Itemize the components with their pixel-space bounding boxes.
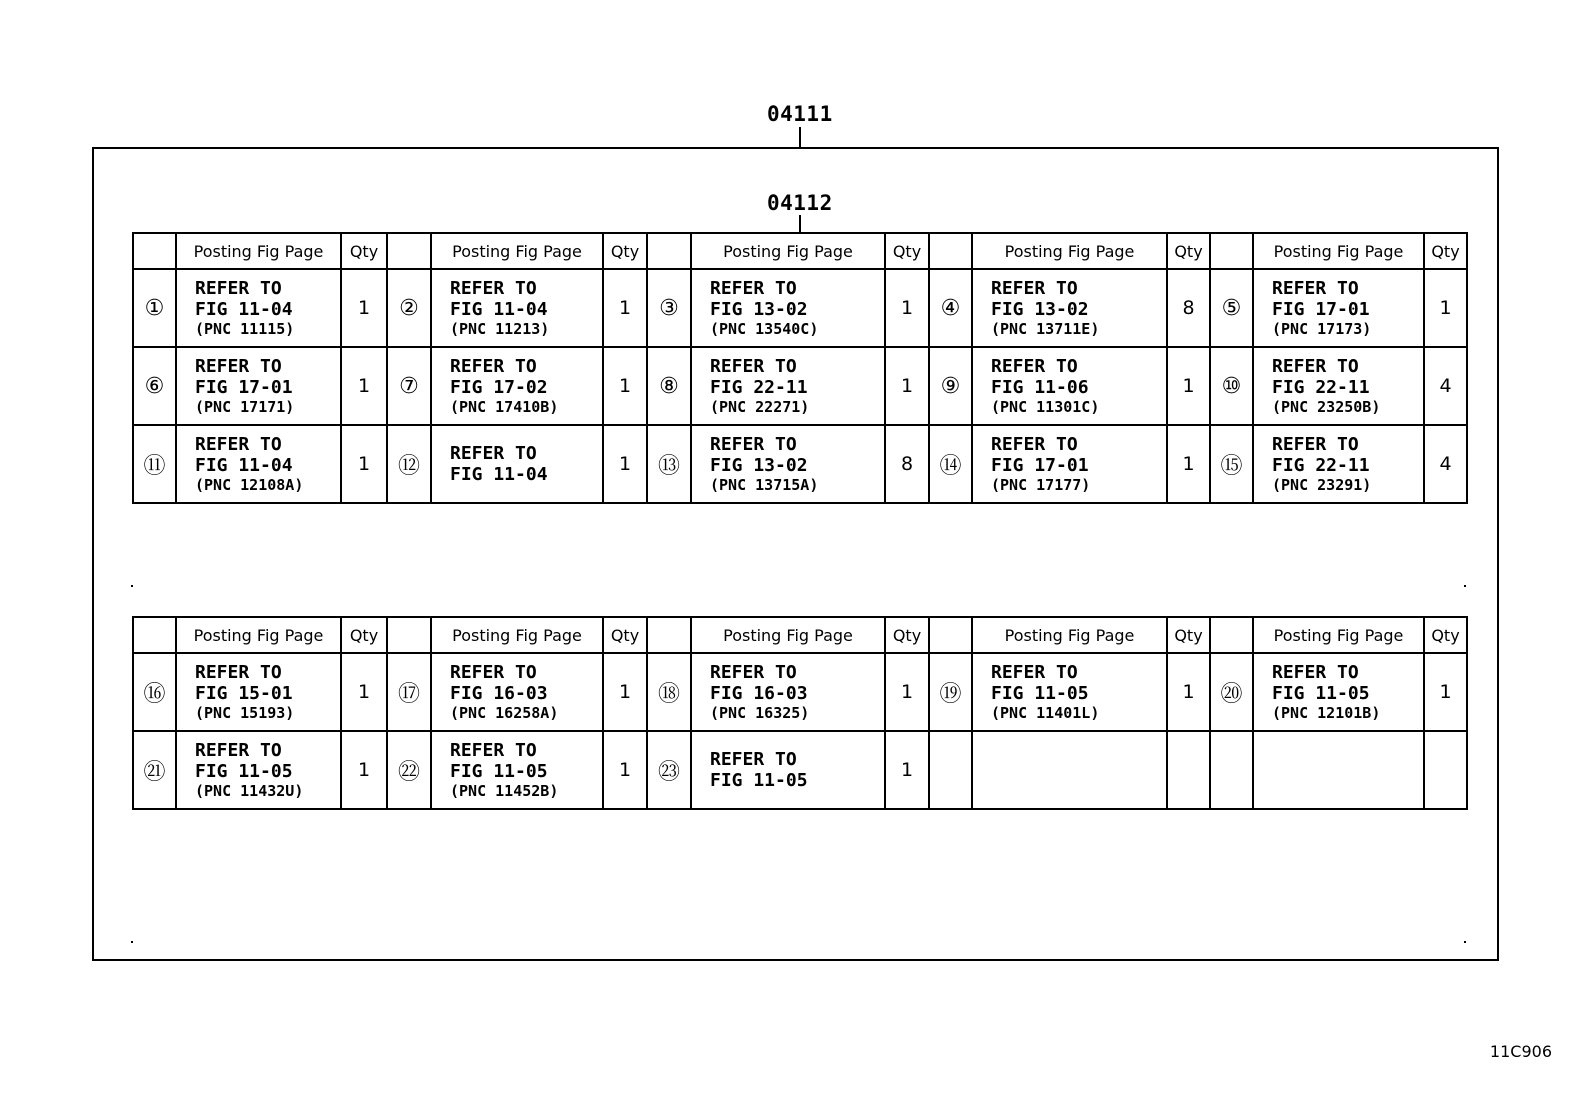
qty-value: 1 [885, 269, 929, 347]
callout-number: ⑪ [133, 425, 176, 503]
header-qty: Qty [603, 617, 647, 653]
fig-reference: FIG 13-02 [710, 298, 808, 320]
header-posting-fig-page: Posting Fig Page [431, 233, 603, 269]
callout-number: ⑲ [929, 653, 972, 731]
refer-to-text: REFER TO [450, 661, 537, 683]
pnc-reference: (PNC 11401L) [991, 703, 1100, 722]
qty-value: 1 [341, 653, 387, 731]
header-qty: Qty [341, 233, 387, 269]
pnc-reference: (PNC 23291) [1272, 475, 1372, 494]
table-row [133, 425, 1467, 503]
callout-number: ⑱ [647, 653, 691, 731]
pnc-reference: (PNC 11213) [450, 319, 550, 338]
refer-to-text: REFER TO [195, 739, 282, 761]
callout-number: ⑩ [1210, 347, 1253, 425]
header-blank [387, 617, 431, 653]
reference-cell [972, 425, 1167, 503]
qty-value: 1 [603, 425, 647, 503]
reference-cell [431, 425, 603, 503]
refer-to-text: REFER TO [710, 355, 797, 377]
header-blank [929, 233, 972, 269]
refer-to-text: REFER TO [450, 443, 537, 464]
header-qty: Qty [603, 233, 647, 269]
parts-table-1 [132, 232, 1468, 504]
fig-reference: FIG 15-01 [195, 682, 293, 704]
refer-to-text: REFER TO [991, 433, 1078, 455]
qty-value: 8 [885, 425, 929, 503]
reference-cell [1253, 653, 1424, 731]
header-row [133, 617, 1467, 653]
reference-cell [431, 269, 603, 347]
fig-reference: FIG 16-03 [450, 682, 548, 704]
callout-number: ⑧ [647, 347, 691, 425]
fig-reference: FIG 16-03 [710, 682, 808, 704]
table-row [133, 269, 1467, 347]
table-row [133, 653, 1467, 731]
fig-reference: FIG 11-05 [1272, 682, 1370, 704]
reference-cell [972, 731, 1167, 809]
assembly-code-04111: 04111 [767, 102, 833, 126]
header-posting-fig-page: Posting Fig Page [691, 617, 885, 653]
reference-cell [691, 425, 885, 503]
header-blank [647, 233, 691, 269]
fig-reference: FIG 22-11 [1272, 454, 1370, 476]
pnc-reference: (PNC 11301C) [991, 397, 1100, 416]
fig-reference: FIG 11-04 [450, 464, 548, 485]
header-qty: Qty [1167, 617, 1210, 653]
reference-cell [691, 653, 885, 731]
fig-reference: FIG 17-01 [1272, 298, 1370, 320]
refer-to-text: REFER TO [195, 355, 282, 377]
refer-to-text: REFER TO [710, 433, 797, 455]
corner-dot [1464, 941, 1466, 943]
leader-line-04111 [799, 127, 801, 147]
refer-to-text: REFER TO [991, 355, 1078, 377]
pnc-reference: (PNC 17410B) [450, 397, 559, 416]
refer-to-text: REFER TO [710, 661, 797, 683]
pnc-reference: (PNC 17177) [991, 475, 1091, 494]
reference-cell [431, 653, 603, 731]
pnc-reference: (PNC 11115) [195, 319, 295, 338]
fig-reference: FIG 11-05 [710, 770, 808, 791]
reference-cell [431, 347, 603, 425]
callout-number: ⑥ [133, 347, 176, 425]
header-qty: Qty [1424, 233, 1467, 269]
refer-to-text: REFER TO [1272, 355, 1359, 377]
qty-value: 4 [1424, 347, 1467, 425]
qty-value: 1 [603, 653, 647, 731]
callout-number: ㉑ [133, 731, 176, 809]
refer-to-text: REFER TO [195, 277, 282, 299]
figure-id: 11C906 [1489, 1042, 1552, 1061]
reference-cell [691, 731, 885, 809]
header-qty: Qty [341, 617, 387, 653]
pnc-reference: (PNC 16325) [710, 703, 810, 722]
callout-number: ㉒ [387, 731, 431, 809]
pnc-reference: (PNC 13711E) [991, 319, 1100, 338]
qty-value: 8 [1167, 269, 1210, 347]
pnc-reference: (PNC 17173) [1272, 319, 1372, 338]
pnc-reference: (PNC 13540C) [710, 319, 819, 338]
callout-number: ⑫ [387, 425, 431, 503]
callout-number: ⑮ [1210, 425, 1253, 503]
table-row [133, 347, 1467, 425]
header-blank [1210, 617, 1253, 653]
qty-value [1424, 731, 1467, 809]
reference-cell [176, 653, 341, 731]
callout-number: ② [387, 269, 431, 347]
reference-cell [176, 425, 341, 503]
reference-cell [176, 269, 341, 347]
corner-dot [1464, 585, 1466, 587]
reference-cell [1253, 347, 1424, 425]
header-blank [387, 233, 431, 269]
qty-value: 1 [885, 347, 929, 425]
reference-cell [972, 269, 1167, 347]
reference-cell [176, 347, 341, 425]
refer-to-text: REFER TO [991, 661, 1078, 683]
refer-to-text: REFER TO [195, 661, 282, 683]
header-blank [647, 617, 691, 653]
qty-value [1167, 731, 1210, 809]
fig-reference: FIG 11-05 [991, 682, 1089, 704]
header-posting-fig-page: Posting Fig Page [691, 233, 885, 269]
header-row [133, 233, 1467, 269]
fig-reference: FIG 22-11 [1272, 376, 1370, 398]
qty-value: 4 [1424, 425, 1467, 503]
fig-reference: FIG 17-01 [195, 376, 293, 398]
header-posting-fig-page: Posting Fig Page [1253, 617, 1424, 653]
parts-table-2 [132, 616, 1468, 810]
fig-reference: FIG 22-11 [710, 376, 808, 398]
fig-reference: FIG 13-02 [991, 298, 1089, 320]
leader-line-04112 [799, 215, 801, 233]
callout-number: ⑰ [387, 653, 431, 731]
qty-value: 1 [341, 269, 387, 347]
pnc-reference: (PNC 11432U) [195, 781, 304, 800]
refer-to-text: REFER TO [450, 355, 537, 377]
fig-reference: FIG 11-04 [450, 298, 548, 320]
header-qty: Qty [1424, 617, 1467, 653]
header-posting-fig-page: Posting Fig Page [431, 617, 603, 653]
fig-reference: FIG 11-06 [991, 376, 1089, 398]
callout-number: ⑳ [1210, 653, 1253, 731]
reference-cell [1253, 731, 1424, 809]
qty-value: 1 [341, 731, 387, 809]
refer-to-text: REFER TO [195, 433, 282, 455]
reference-cell [431, 731, 603, 809]
refer-to-text: REFER TO [450, 277, 537, 299]
qty-value: 1 [341, 347, 387, 425]
refer-to-text: REFER TO [1272, 277, 1359, 299]
callout-number: ⑬ [647, 425, 691, 503]
header-posting-fig-page: Posting Fig Page [176, 617, 341, 653]
refer-to-text: REFER TO [450, 739, 537, 761]
reference-cell [972, 653, 1167, 731]
refer-to-text: REFER TO [710, 749, 797, 770]
callout-number [929, 731, 972, 809]
callout-number: ⑤ [1210, 269, 1253, 347]
qty-value: 1 [1424, 269, 1467, 347]
fig-reference: FIG 11-04 [195, 298, 293, 320]
fig-reference: FIG 13-02 [710, 454, 808, 476]
qty-value: 1 [341, 425, 387, 503]
pnc-reference: (PNC 12101B) [1272, 703, 1381, 722]
pnc-reference: (PNC 23250B) [1272, 397, 1381, 416]
qty-value: 1 [1167, 653, 1210, 731]
fig-reference: FIG 11-04 [195, 454, 293, 476]
corner-dot [131, 585, 133, 587]
refer-to-text: REFER TO [1272, 433, 1359, 455]
qty-value: 1 [885, 653, 929, 731]
callout-number: ㉓ [647, 731, 691, 809]
header-qty: Qty [885, 617, 929, 653]
pnc-reference: (PNC 15193) [195, 703, 295, 722]
pnc-reference: (PNC 16258A) [450, 703, 559, 722]
fig-reference: FIG 11-05 [195, 760, 293, 782]
reference-cell [691, 347, 885, 425]
refer-to-text: REFER TO [1272, 661, 1359, 683]
callout-number: ⑭ [929, 425, 972, 503]
qty-value: 1 [603, 731, 647, 809]
callout-number: ⑦ [387, 347, 431, 425]
callout-number: ⑨ [929, 347, 972, 425]
pnc-reference: (PNC 11452B) [450, 781, 559, 800]
header-posting-fig-page: Posting Fig Page [176, 233, 341, 269]
qty-value: 1 [1167, 425, 1210, 503]
qty-value: 1 [885, 731, 929, 809]
header-blank [133, 233, 176, 269]
header-posting-fig-page: Posting Fig Page [1253, 233, 1424, 269]
reference-cell [176, 731, 341, 809]
reference-cell [1253, 269, 1424, 347]
callout-number [1210, 731, 1253, 809]
header-blank [929, 617, 972, 653]
header-blank [1210, 233, 1253, 269]
reference-cell [691, 269, 885, 347]
fig-reference: FIG 11-05 [450, 760, 548, 782]
assembly-code-04112: 04112 [767, 191, 833, 215]
qty-value: 1 [1424, 653, 1467, 731]
header-blank [133, 617, 176, 653]
callout-number: ⑯ [133, 653, 176, 731]
reference-cell [1253, 425, 1424, 503]
corner-dot [131, 941, 133, 943]
qty-value: 1 [603, 269, 647, 347]
fig-reference: FIG 17-01 [991, 454, 1089, 476]
pnc-reference: (PNC 17171) [195, 397, 295, 416]
fig-reference: FIG 17-02 [450, 376, 548, 398]
pnc-reference: (PNC 12108A) [195, 475, 304, 494]
pnc-reference: (PNC 13715A) [710, 475, 819, 494]
table-row [133, 731, 1467, 809]
callout-number: ③ [647, 269, 691, 347]
reference-cell [972, 347, 1167, 425]
qty-value: 1 [603, 347, 647, 425]
header-posting-fig-page: Posting Fig Page [972, 233, 1167, 269]
callout-number: ④ [929, 269, 972, 347]
pnc-reference: (PNC 22271) [710, 397, 810, 416]
refer-to-text: REFER TO [991, 277, 1078, 299]
refer-to-text: REFER TO [710, 277, 797, 299]
header-posting-fig-page: Posting Fig Page [972, 617, 1167, 653]
header-qty: Qty [885, 233, 929, 269]
qty-value: 1 [1167, 347, 1210, 425]
header-qty: Qty [1167, 233, 1210, 269]
callout-number: ① [133, 269, 176, 347]
